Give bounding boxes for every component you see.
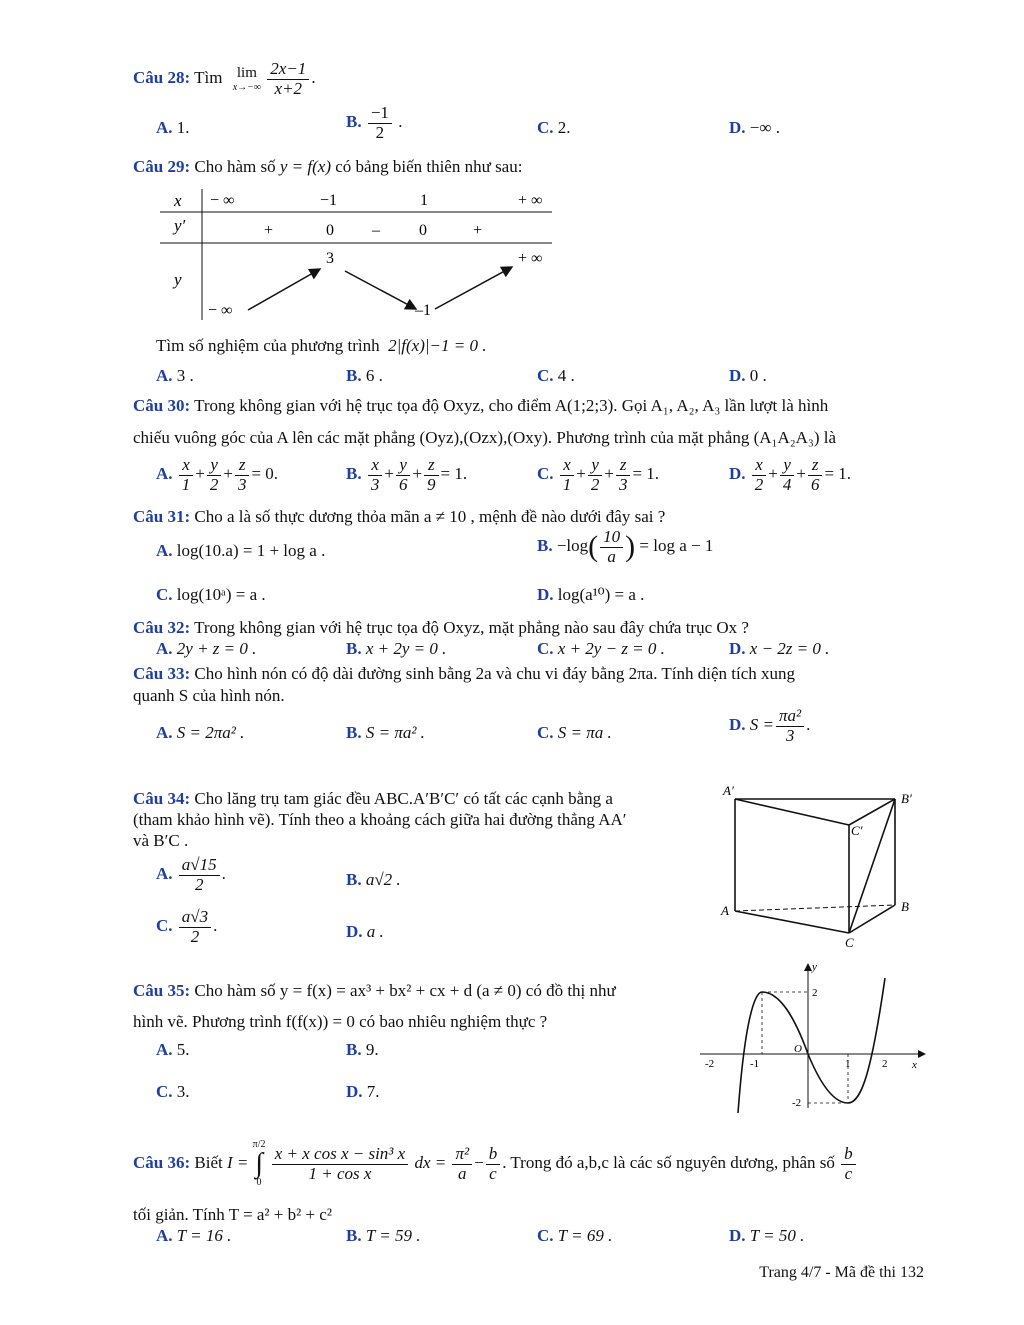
- q34-a-end: .: [221, 864, 226, 884]
- q31-stem: [133, 507, 665, 527]
- opt-letter: A.: [156, 864, 173, 884]
- q31-b2: = log a − 1: [639, 536, 714, 556]
- q32-option-d[interactable]: [729, 639, 829, 659]
- table-top-value: + ∞: [518, 250, 543, 267]
- var: x: [368, 456, 383, 476]
- q36-text2: . Trong đó a,b,c là các số nguyên dương, phân số: [502, 1152, 835, 1172]
- opt-letter: B.: [346, 723, 362, 742]
- den: 4: [782, 474, 792, 494]
- vertex-label: B: [901, 899, 909, 914]
- table-yprime-label: y′: [174, 216, 186, 235]
- q29-eq: 2|f(x)|−1 = 0 .: [388, 336, 487, 355]
- den: 6: [810, 474, 820, 494]
- opt-letter: B.: [346, 464, 362, 484]
- q30-stem-line1: [133, 396, 828, 416]
- opt-letter: B.: [346, 112, 362, 132]
- den: 2: [590, 474, 600, 494]
- opt-letter: B.: [346, 1226, 362, 1245]
- q31-d: log(a¹⁰) = a .: [557, 585, 645, 604]
- origin-label: O: [794, 1043, 802, 1055]
- var: y: [588, 456, 603, 476]
- q31-option-b[interactable]: B. −log( $\frac{10}{a}$ ) = log a − 1: [537, 527, 714, 566]
- q28-option-c[interactable]: [537, 118, 571, 138]
- q29-text1: Cho hàm số: [194, 157, 276, 176]
- q28-option-b[interactable]: B. $\frac{-1}{2}$ .: [346, 103, 403, 142]
- q32-option-b[interactable]: [346, 639, 446, 659]
- q31-b-den: a: [607, 546, 616, 566]
- q36-den: 1 + cos x: [308, 1163, 372, 1183]
- q35-d: 7.: [366, 1082, 380, 1101]
- tick-label: -1: [750, 1058, 760, 1070]
- table-sign: 0: [326, 222, 334, 239]
- vertex-label: C′: [851, 823, 863, 838]
- increase-arrow: [248, 269, 320, 310]
- q30-stem-line2: chiếu vuông góc của A lên các mặt phẳng (Oyz),(Ozx),(Oxy). Phương trình của mặt phẳng (A₁A₂A₃) là: [133, 428, 837, 447]
- q34-stem-line3: và B′C .: [133, 831, 189, 850]
- den: 9: [427, 474, 436, 494]
- q36-option-c[interactable]: [537, 1226, 612, 1246]
- q36-f1-den: a: [458, 1163, 467, 1183]
- var: x: [179, 456, 194, 476]
- q28-option-a[interactable]: [156, 118, 190, 138]
- opt-letter: C.: [537, 639, 554, 658]
- tick-label: 1: [845, 1058, 851, 1070]
- q34-b: a√2 .: [365, 870, 401, 889]
- table-sign: +: [264, 222, 274, 239]
- q32-d: x − 2z = 0 .: [749, 639, 830, 658]
- opt-letter: A.: [156, 541, 173, 560]
- q29-a: 3 .: [176, 366, 194, 385]
- q34-option-c[interactable]: [156, 908, 217, 946]
- opt-letter: A.: [156, 1226, 173, 1245]
- q36-f2-den: c: [489, 1163, 497, 1183]
- q35-line1: Cho hàm số y = f(x) = ax³ + bx² + cx + d (a ≠ 0) có đồ thị như: [194, 981, 616, 1000]
- q29-ask: Tìm số nghiệm của phương trình: [156, 336, 380, 355]
- opt-letter: C.: [156, 916, 173, 936]
- q36-upper-limit: π/2: [252, 1139, 266, 1150]
- q35-b: 9.: [365, 1040, 379, 1059]
- opt-letter: D.: [729, 118, 746, 137]
- q36-label: Câu 36:: [133, 1152, 191, 1172]
- q34-option-b[interactable]: [346, 870, 401, 890]
- q33-stem-line1: [133, 664, 795, 684]
- q36-option-d[interactable]: [729, 1226, 804, 1246]
- q33-a: S = 2πa² .: [176, 723, 245, 742]
- table-x-val: + ∞: [518, 192, 543, 209]
- tick-label: 2: [882, 1058, 888, 1070]
- table-bottom-value: –1: [415, 302, 431, 319]
- opt-letter: C.: [156, 1082, 173, 1101]
- q29-c: 4 .: [557, 366, 575, 385]
- opt-letter: C.: [537, 118, 554, 137]
- opt-letter: B.: [346, 639, 362, 658]
- table-x-val: 1: [420, 192, 428, 209]
- axis-label-x: x: [912, 1059, 917, 1071]
- q33-option-d[interactable]: [729, 707, 810, 745]
- q31-a: log(10.a) = 1 + log a .: [176, 541, 326, 560]
- q35-option-a[interactable]: [156, 1040, 190, 1060]
- q36-a: T = 16 .: [176, 1226, 232, 1245]
- q35-c: 3.: [176, 1082, 190, 1101]
- den: 3: [237, 474, 247, 494]
- opt-letter: B.: [346, 1040, 362, 1059]
- q36-num: x + x cos x − sin³ x: [272, 1145, 408, 1165]
- vertex-label: A′: [723, 783, 734, 798]
- q35-label: Câu 35:: [133, 981, 191, 1000]
- den: 3: [370, 474, 380, 494]
- opt-letter: C.: [537, 723, 554, 742]
- q33-b: S = πa² .: [365, 723, 425, 742]
- increase-arrow: [435, 267, 512, 309]
- q28-text: Tìm: [194, 68, 223, 88]
- q32-a: 2y + z = 0 .: [176, 639, 257, 658]
- q33-label: Câu 33:: [133, 664, 191, 683]
- q36-I: I =: [227, 1152, 249, 1172]
- q28-a: 1.: [176, 118, 190, 137]
- opt-letter: D.: [729, 464, 746, 484]
- q31-c: log(10ᵃ) = a .: [176, 585, 266, 604]
- var: z: [616, 456, 631, 476]
- den: 2: [754, 474, 764, 494]
- q36-option-b[interactable]: [346, 1226, 420, 1246]
- q33-stem-line2: quanh S của hình nón.: [133, 686, 285, 705]
- opt-letter: C.: [537, 366, 554, 385]
- q28-lim: lim: [236, 65, 257, 82]
- opt-letter: A.: [156, 1040, 173, 1059]
- q36-f3-num: b: [841, 1145, 856, 1165]
- opt-letter: D.: [537, 585, 554, 604]
- q34-line1: Cho lăng trụ tam giác đều ABC.A′B′C′ có tất các cạnh bằng a: [194, 789, 613, 808]
- q36-b: T = 59 .: [365, 1226, 421, 1245]
- q30-option-d[interactable]: D. $\frac{x}{2}$ + $\frac{y}{4}$ + $\frac{z}{6}$ = 1.: [729, 455, 852, 494]
- q32-c: x + 2y − z = 0 .: [557, 639, 665, 658]
- q30-label: Câu 30:: [133, 396, 191, 415]
- q36-stem-line2: tối giản. Tính T = a² + b² + c²: [133, 1205, 332, 1224]
- q31-text: Cho a là số thực dương thỏa mãn a ≠ 10 , mệnh đề nào dưới đây sai ?: [194, 507, 666, 526]
- opt-letter: A.: [156, 118, 173, 137]
- opt-letter: D.: [729, 366, 746, 385]
- q34-option-a[interactable]: [156, 856, 226, 894]
- den: 2: [209, 474, 219, 494]
- q28-stem: Câu 28: Tìm lim x→−∞ $\frac{2x-1}{x+2}$ .: [133, 59, 316, 98]
- opt-letter: D.: [729, 1226, 746, 1245]
- opt-letter: D.: [729, 639, 746, 658]
- q33-d-pre: S =: [749, 715, 775, 735]
- q32-option-c[interactable]: [537, 639, 665, 659]
- q33-d-num: πa²: [776, 707, 804, 727]
- q32-b: x + 2y = 0 .: [365, 639, 447, 658]
- q29-option-a[interactable]: [156, 366, 194, 386]
- q29-d: 0 .: [749, 366, 767, 385]
- var: z: [808, 456, 823, 476]
- var: z: [424, 456, 439, 476]
- q29-question: [156, 336, 486, 356]
- table-bottom-value: − ∞: [208, 302, 233, 319]
- var: y: [396, 456, 411, 476]
- q35-option-d[interactable]: [346, 1082, 380, 1102]
- q29-option-d[interactable]: [729, 366, 767, 386]
- q28-label: Câu 28:: [133, 68, 191, 88]
- q36-f2-num: b: [486, 1145, 501, 1165]
- q31-label: Câu 31:: [133, 507, 191, 526]
- q30-a-end: = 0.: [251, 464, 279, 484]
- q32-label: Câu 32:: [133, 618, 191, 637]
- opt-letter: B.: [346, 870, 362, 889]
- q34-a-den: 2: [194, 874, 204, 894]
- q31-option-d[interactable]: [537, 585, 644, 605]
- tick-label: 2: [812, 987, 818, 999]
- opt-letter: C.: [537, 464, 554, 484]
- q33-line1: Cho hình nón có độ dài đường sinh bằng 2a và chu vi đáy bằng 2πa. Tính diện tích xung: [194, 664, 796, 683]
- den: 1: [181, 474, 191, 494]
- opt-letter: C.: [537, 1226, 554, 1245]
- prism-figure: [715, 783, 925, 953]
- q29-label: Câu 29:: [133, 157, 191, 176]
- q35-a: 5.: [176, 1040, 190, 1059]
- q28-b-num: −1: [368, 104, 392, 124]
- q32-stem: [133, 618, 749, 638]
- den: 6: [398, 474, 408, 494]
- q31-option-c[interactable]: [156, 585, 266, 605]
- opt-letter: D.: [346, 1082, 363, 1101]
- q36-f3-den: c: [844, 1163, 853, 1183]
- q33-option-c[interactable]: [537, 723, 612, 743]
- table-sign: +: [473, 222, 483, 239]
- opt-letter: D.: [346, 922, 363, 941]
- q32-text: Trong không gian với hệ trục tọa độ Oxyz, mặt phẳng nào sau đây chứa trục Ox ?: [194, 618, 749, 637]
- q29-option-b[interactable]: [346, 366, 383, 386]
- q31-b-num: 10: [600, 528, 623, 548]
- q33-d-end: .: [806, 715, 811, 735]
- q34-c-num: a√3: [179, 908, 211, 928]
- q31-option-a[interactable]: [156, 541, 325, 561]
- table-sign: 0: [419, 222, 427, 239]
- var: z: [235, 456, 250, 476]
- q31-b1: −log: [556, 536, 589, 556]
- q28-d: −∞ .: [749, 118, 780, 137]
- var: y: [780, 456, 795, 476]
- q34-stem-line1: [133, 789, 613, 809]
- table-y-label: y: [174, 270, 182, 289]
- tick-label: -2: [705, 1058, 715, 1070]
- q30-option-c[interactable]: C. $\frac{x}{1}$ + $\frac{y}{2}$ + $\frac{z}{3}$ = 1.: [537, 455, 660, 494]
- q29-option-c[interactable]: [537, 366, 575, 386]
- var: y: [207, 456, 222, 476]
- q30-option-a[interactable]: A. $\frac{x}{1}$ + $\frac{y}{2}$ + $\frac{z}{3}$ = 0.: [156, 455, 279, 494]
- q36-stem-line1: Câu 36: Biết I = π/2 ∫ 0 $\frac{\text{x + x cos x − sin³ x}}{\text{1 + cos x}}$ dx = $\frac{\text{π²}}{a}$ − $\frac{b}{c}$ . Trong đó a,b,c là các số nguyên dương, phân số $\frac{b}{c}$: [133, 1140, 858, 1188]
- q36-f1-num: π²: [452, 1145, 472, 1165]
- opt-letter: A.: [156, 723, 173, 742]
- table-x-label: x: [174, 191, 182, 210]
- opt-letter: A.: [156, 464, 173, 484]
- q34-a-num: a√15: [179, 856, 220, 876]
- q28-c: 2.: [557, 118, 571, 137]
- vertex-label: C: [845, 935, 854, 950]
- q35-option-c[interactable]: [156, 1082, 190, 1102]
- q29-fn: y = f(x): [279, 157, 331, 176]
- var: x: [752, 456, 767, 476]
- opt-letter: B.: [537, 536, 553, 556]
- opt-letter: A.: [156, 639, 173, 658]
- q36-d: T = 50 .: [749, 1226, 805, 1245]
- q34-label: Câu 34:: [133, 789, 191, 808]
- q34-c-end: .: [213, 916, 218, 936]
- q36-minus: −: [474, 1152, 484, 1172]
- q30-c-end: = 1.: [632, 464, 660, 484]
- q34-d: a .: [366, 922, 384, 941]
- vertex-label: B′: [901, 791, 912, 806]
- q36-text1: Biết: [194, 1152, 223, 1172]
- q33-d-den: 3: [785, 725, 795, 745]
- decrease-arrow: [345, 271, 416, 309]
- q33-c: S = πa .: [557, 723, 612, 742]
- cubic-graph: [700, 958, 930, 1118]
- q35-stem-line2: hình vẽ. Phương trình f(f(x)) = 0 có bao nhiêu nghiệm thực ?: [133, 1012, 548, 1031]
- q30-line1: Trong không gian với hệ trục tọa độ Oxyz, cho điểm A(1;2;3). Gọi A₁, A₂, A₃ lần lượt là hình: [194, 396, 829, 415]
- q28-den: x+2: [274, 78, 303, 98]
- variation-table: [160, 185, 555, 325]
- q36-dx: dx =: [414, 1152, 447, 1172]
- q30-option-b[interactable]: B. $\frac{x}{3}$ + $\frac{y}{6}$ + $\frac{z}{9}$ = 1.: [346, 455, 468, 494]
- table-x-val: −1: [320, 192, 338, 209]
- q30-d-end: = 1.: [824, 464, 852, 484]
- q36-lower-limit: 0: [256, 1177, 262, 1188]
- table-top-value: 3: [326, 250, 334, 267]
- table-sign: –: [372, 222, 380, 239]
- q36-c: T = 69 .: [557, 1226, 613, 1245]
- q36-option-a[interactable]: [156, 1226, 231, 1246]
- page-footer: Trang 4/7 - Mã đề thi 132: [759, 1264, 924, 1281]
- q33-option-b[interactable]: [346, 723, 425, 743]
- q35-option-b[interactable]: [346, 1040, 379, 1060]
- opt-letter: B.: [346, 366, 362, 385]
- var: x: [560, 456, 575, 476]
- q35-stem-line1: [133, 981, 616, 1001]
- q30-b-end: = 1.: [440, 464, 468, 484]
- q34-stem-line2: (tham khảo hình vẽ). Tính theo a khoảng cách giữa hai đường thẳng AA′: [133, 810, 627, 829]
- tick-label: -2: [792, 1097, 802, 1109]
- q29-stem: [133, 157, 522, 177]
- q33-option-a[interactable]: [156, 723, 244, 743]
- vertex-label: A: [721, 903, 729, 918]
- q28-lim-sub: x→−∞: [232, 82, 262, 94]
- q32-option-a[interactable]: [156, 639, 256, 659]
- den: 1: [562, 474, 572, 494]
- q29-b: 6 .: [365, 366, 383, 385]
- opt-letter: D.: [729, 715, 746, 735]
- opt-letter: A.: [156, 366, 173, 385]
- den: 3: [618, 474, 628, 494]
- q34-c-den: 2: [190, 926, 200, 946]
- table-x-val: − ∞: [210, 192, 235, 209]
- q34-option-d[interactable]: [346, 922, 384, 942]
- q28-num: 2x−1: [267, 60, 309, 80]
- axis-label-y: y: [812, 961, 817, 973]
- opt-letter: C.: [156, 585, 173, 604]
- q28-b-den: 2: [375, 122, 385, 142]
- q28-option-d[interactable]: [729, 118, 780, 138]
- q29-text2: có bảng biến thiên như sau:: [335, 157, 523, 176]
